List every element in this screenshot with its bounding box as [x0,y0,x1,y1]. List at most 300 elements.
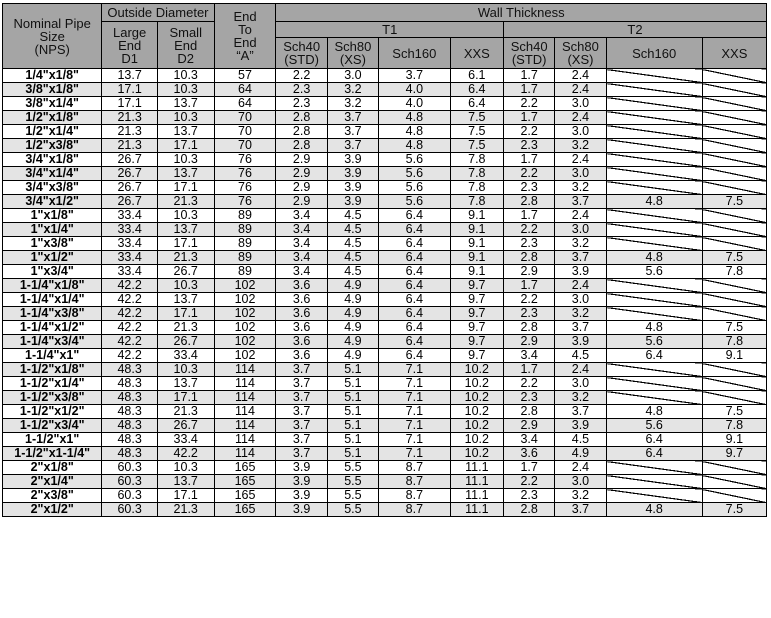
cell-small-end-d2: 13.7 [157,167,214,181]
cell-t2-sch80: 3.7 [555,503,606,517]
cell-t2-xxs-not-applicable [702,307,766,321]
cell-t2-sch160-not-applicable [606,489,702,503]
cell-t1-sch80: 4.5 [327,251,378,265]
cell-nps: 1-1/2"x1/2" [3,405,102,419]
cell-t1-xxs: 6.1 [450,69,503,83]
cell-t2-sch80: 3.0 [555,293,606,307]
cell-nps: 1-1/2"x3/4" [3,419,102,433]
cell-t2-xxs: 7.5 [702,503,766,517]
cell-t1-xxs: 10.2 [450,405,503,419]
cell-t1-sch80: 3.7 [327,139,378,153]
cell-t2-sch160: 4.8 [606,503,702,517]
table-row [3,433,767,447]
cell-nps: 1"x1/4" [3,223,102,237]
cell-t1-sch160: 8.7 [379,503,451,517]
header-t1-sch40 [276,38,327,69]
cell-large-end-d1: 48.3 [102,363,158,377]
header-t2-sch80-line2: (XS) [567,52,594,67]
cell-end-to-end-a: 76 [214,195,276,209]
cell-t1-sch40: 3.4 [276,237,327,251]
cell-t2-sch40: 2.2 [504,377,555,391]
table-row [3,489,767,503]
cell-t2-sch80: 2.4 [555,111,606,125]
cell-nps: 1-1/4"x3/8" [3,307,102,321]
reducer-dimension-table [2,3,767,517]
cell-small-end-d2: 33.4 [157,349,214,363]
cell-end-to-end-a: 102 [214,279,276,293]
cell-t2-sch80: 3.0 [555,125,606,139]
cell-t2-sch40: 2.2 [504,223,555,237]
cell-nps: 1-1/4"x1/4" [3,293,102,307]
header-t1-sch80-line1: Sch80 [334,39,372,54]
cell-t2-sch40: 1.7 [504,461,555,475]
cell-t2-xxs: 9.1 [702,433,766,447]
cell-small-end-d2: 26.7 [157,419,214,433]
cell-t2-sch80: 3.2 [555,489,606,503]
cell-end-to-end-a: 114 [214,405,276,419]
cell-t2-xxs-not-applicable [702,181,766,195]
header-large-end-line2: End [118,37,142,53]
cell-t2-sch160: 5.6 [606,335,702,349]
cell-small-end-d2: 10.3 [157,279,214,293]
cell-end-to-end-a: 89 [214,251,276,265]
cell-end-to-end-a: 64 [214,83,276,97]
cell-t2-sch40: 2.8 [504,321,555,335]
cell-end-to-end-a: 102 [214,307,276,321]
cell-small-end-d2: 13.7 [157,223,214,237]
cell-t2-sch40: 2.2 [504,293,555,307]
cell-t2-sch40: 2.9 [504,265,555,279]
cell-t2-xxs-not-applicable [702,111,766,125]
cell-t1-xxs: 7.8 [450,167,503,181]
cell-small-end-d2: 10.3 [157,153,214,167]
cell-end-to-end-a: 114 [214,377,276,391]
cell-t1-sch40: 3.6 [276,293,327,307]
cell-t2-xxs: 7.8 [702,265,766,279]
cell-t1-sch80: 3.2 [327,97,378,111]
cell-t1-sch160: 6.4 [379,251,451,265]
header-t1: T1 [276,22,504,38]
cell-nps: 1"x3/4" [3,265,102,279]
cell-large-end-d1: 33.4 [102,251,158,265]
table-row [3,307,767,321]
cell-t1-sch40: 2.2 [276,69,327,83]
cell-t2-xxs-not-applicable [702,293,766,307]
cell-t2-xxs: 7.5 [702,251,766,265]
header-wall-thickness: Wall Thickness [276,4,767,22]
cell-large-end-d1: 21.3 [102,139,158,153]
cell-t1-sch80: 3.9 [327,167,378,181]
cell-large-end-d1: 42.2 [102,293,158,307]
cell-t1-sch160: 6.4 [379,237,451,251]
cell-t2-sch80: 3.0 [555,97,606,111]
table-row [3,237,767,251]
cell-t1-sch40: 3.6 [276,307,327,321]
cell-t1-xxs: 9.1 [450,265,503,279]
cell-large-end-d1: 17.1 [102,83,158,97]
cell-nps: 3/8"x1/4" [3,97,102,111]
cell-t1-sch160: 5.6 [379,195,451,209]
cell-t2-sch40: 1.7 [504,153,555,167]
cell-end-to-end-a: 89 [214,209,276,223]
cell-t1-sch40: 3.9 [276,503,327,517]
cell-large-end-d1: 21.3 [102,125,158,139]
cell-t2-sch160-not-applicable [606,181,702,195]
cell-t2-sch80: 3.7 [555,405,606,419]
cell-end-to-end-a: 89 [214,265,276,279]
cell-t2-sch160-not-applicable [606,97,702,111]
header-t2-sch40-line2: (STD) [511,52,547,67]
cell-t2-sch80: 3.7 [555,321,606,335]
cell-large-end-d1: 48.3 [102,433,158,447]
cell-t1-xxs: 9.7 [450,293,503,307]
cell-t2-sch160-not-applicable [606,223,702,237]
cell-end-to-end-a: 102 [214,349,276,363]
header-nps-line1: Nominal Pipe [13,15,91,31]
cell-nps: 3/8"x1/8" [3,83,102,97]
cell-t1-sch160: 5.6 [379,167,451,181]
cell-t2-sch40: 1.7 [504,279,555,293]
cell-nps: 1-1/2"x1" [3,433,102,447]
cell-t1-sch160: 7.1 [379,433,451,447]
cell-t1-sch160: 7.1 [379,363,451,377]
cell-t1-sch40: 3.9 [276,461,327,475]
cell-nps: 3/4"x1/2" [3,195,102,209]
cell-t1-sch40: 3.4 [276,265,327,279]
cell-t1-sch80: 3.2 [327,83,378,97]
cell-t1-sch160: 6.4 [379,293,451,307]
cell-t1-sch40: 3.7 [276,419,327,433]
cell-t1-sch80: 4.5 [327,209,378,223]
header-t2-xxs: XXS [702,38,766,69]
cell-t1-xxs: 11.1 [450,461,503,475]
cell-large-end-d1: 48.3 [102,447,158,461]
cell-end-to-end-a: 76 [214,153,276,167]
cell-end-to-end-a: 114 [214,433,276,447]
cell-end-to-end-a: 102 [214,293,276,307]
cell-t2-xxs-not-applicable [702,237,766,251]
header-t2-sch80-line1: Sch80 [562,39,599,54]
table-row [3,139,767,153]
cell-small-end-d2: 26.7 [157,265,214,279]
cell-large-end-d1: 42.2 [102,335,158,349]
cell-small-end-d2: 10.3 [157,111,214,125]
header-small-end-line3: D2 [177,50,195,66]
cell-t2-sch40: 2.2 [504,475,555,489]
cell-small-end-d2: 21.3 [157,503,214,517]
cell-t1-sch80: 4.9 [327,349,378,363]
cell-t1-xxs: 9.1 [450,237,503,251]
cell-end-to-end-a: 76 [214,181,276,195]
cell-t2-sch40: 3.6 [504,447,555,461]
cell-t1-sch160: 4.8 [379,111,451,125]
cell-t2-sch40: 2.2 [504,97,555,111]
cell-large-end-d1: 48.3 [102,377,158,391]
cell-small-end-d2: 21.3 [157,321,214,335]
cell-end-to-end-a: 76 [214,167,276,181]
cell-end-to-end-a: 114 [214,363,276,377]
cell-nps: 1/2"x1/8" [3,111,102,125]
cell-t2-sch40: 2.8 [504,503,555,517]
cell-small-end-d2: 17.1 [157,139,214,153]
cell-large-end-d1: 33.4 [102,265,158,279]
cell-nps: 1-1/2"x1-1/4" [3,447,102,461]
cell-small-end-d2: 33.4 [157,433,214,447]
cell-t2-sch160-not-applicable [606,139,702,153]
table-row [3,377,767,391]
cell-t1-sch160: 6.4 [379,223,451,237]
cell-t1-sch40: 3.6 [276,349,327,363]
table-row [3,223,767,237]
cell-t1-sch80: 4.9 [327,279,378,293]
cell-nps: 2"x3/8" [3,489,102,503]
cell-nps: 1-1/4"x3/4" [3,335,102,349]
cell-t2-sch40: 2.3 [504,489,555,503]
header-large-end-line1: Large [113,24,147,40]
cell-large-end-d1: 33.4 [102,209,158,223]
cell-t2-sch160-not-applicable [606,153,702,167]
cell-t2-sch160-not-applicable [606,391,702,405]
header-t1-xxs: XXS [450,38,503,69]
cell-end-to-end-a: 114 [214,447,276,461]
cell-t1-sch80: 5.5 [327,489,378,503]
table-row [3,153,767,167]
cell-large-end-d1: 13.7 [102,69,158,83]
table-row [3,475,767,489]
cell-end-to-end-a: 64 [214,97,276,111]
cell-t1-sch80: 3.9 [327,153,378,167]
cell-t2-xxs-not-applicable [702,125,766,139]
cell-t1-xxs: 9.1 [450,251,503,265]
cell-nps: 1"x3/8" [3,237,102,251]
cell-t2-sch160-not-applicable [606,237,702,251]
cell-t2-sch160-not-applicable [606,279,702,293]
cell-nps: 2"x1/2" [3,503,102,517]
cell-large-end-d1: 26.7 [102,167,158,181]
cell-t2-sch40: 2.2 [504,167,555,181]
cell-t1-xxs: 6.4 [450,83,503,97]
cell-t1-sch80: 5.5 [327,475,378,489]
cell-t2-sch80: 3.0 [555,475,606,489]
cell-t2-sch160: 4.8 [606,321,702,335]
cell-small-end-d2: 10.3 [157,209,214,223]
cell-nps: 2"x1/8" [3,461,102,475]
cell-t2-sch40: 1.7 [504,363,555,377]
cell-t1-sch160: 6.4 [379,335,451,349]
cell-t1-sch80: 5.5 [327,503,378,517]
header-t1-sch40-line1: Sch40 [283,39,321,54]
cell-t1-xxs: 11.1 [450,489,503,503]
cell-t2-sch80: 4.9 [555,447,606,461]
cell-t2-xxs-not-applicable [702,279,766,293]
cell-large-end-d1: 60.3 [102,475,158,489]
cell-t2-xxs: 7.8 [702,335,766,349]
table-row [3,461,767,475]
cell-t2-xxs-not-applicable [702,475,766,489]
cell-t1-xxs: 10.2 [450,433,503,447]
cell-end-to-end-a: 70 [214,125,276,139]
cell-t2-sch80: 3.7 [555,195,606,209]
cell-t1-sch40: 3.6 [276,335,327,349]
header-t2-sch160: Sch160 [606,38,702,69]
cell-t2-sch40: 2.3 [504,391,555,405]
cell-t1-sch40: 2.8 [276,111,327,125]
cell-small-end-d2: 13.7 [157,125,214,139]
cell-t1-xxs: 10.2 [450,391,503,405]
cell-small-end-d2: 42.2 [157,447,214,461]
cell-t1-sch80: 3.7 [327,125,378,139]
cell-t1-sch80: 5.1 [327,419,378,433]
cell-t2-sch160-not-applicable [606,69,702,83]
cell-small-end-d2: 13.7 [157,377,214,391]
cell-t2-xxs: 7.5 [702,195,766,209]
cell-t1-sch160: 6.4 [379,349,451,363]
cell-end-to-end-a: 89 [214,237,276,251]
cell-t1-xxs: 9.7 [450,279,503,293]
cell-t2-sch160-not-applicable [606,167,702,181]
cell-t1-sch40: 3.4 [276,209,327,223]
cell-t2-sch80: 3.0 [555,223,606,237]
cell-nps: 1/2"x3/8" [3,139,102,153]
cell-t2-sch40: 2.2 [504,125,555,139]
table-row [3,363,767,377]
cell-large-end-d1: 17.1 [102,97,158,111]
cell-large-end-d1: 60.3 [102,489,158,503]
cell-t1-sch40: 2.9 [276,153,327,167]
header-large-end-line3: D1 [121,50,138,66]
cell-small-end-d2: 17.1 [157,181,214,195]
cell-t1-sch40: 3.7 [276,363,327,377]
cell-small-end-d2: 13.7 [157,97,214,111]
cell-t2-sch160: 6.4 [606,349,702,363]
cell-t2-sch80: 3.2 [555,139,606,153]
cell-t1-sch40: 2.8 [276,125,327,139]
cell-large-end-d1: 21.3 [102,111,158,125]
table-row [3,279,767,293]
cell-t1-xxs: 9.7 [450,335,503,349]
table-row [3,69,767,83]
table-row [3,265,767,279]
cell-t1-sch80: 4.5 [327,237,378,251]
cell-small-end-d2: 10.3 [157,363,214,377]
cell-t1-sch80: 5.5 [327,461,378,475]
cell-t2-sch80: 2.4 [555,69,606,83]
cell-large-end-d1: 48.3 [102,419,158,433]
cell-t1-sch40: 2.3 [276,97,327,111]
cell-t2-sch160-not-applicable [606,461,702,475]
header-outside-diameter: Outside Diameter [102,4,214,22]
cell-end-to-end-a: 165 [214,503,276,517]
table-row [3,209,767,223]
table-row [3,503,767,517]
cell-small-end-d2: 17.1 [157,237,214,251]
cell-nps: 3/4"x1/4" [3,167,102,181]
cell-end-to-end-a: 114 [214,419,276,433]
cell-t2-xxs-not-applicable [702,153,766,167]
cell-nps: 1"x1/8" [3,209,102,223]
table-row [3,251,767,265]
cell-t1-sch80: 5.1 [327,433,378,447]
cell-t2-sch160: 4.8 [606,405,702,419]
cell-t2-sch80: 3.2 [555,391,606,405]
cell-t1-sch40: 3.7 [276,405,327,419]
cell-end-to-end-a: 165 [214,489,276,503]
cell-small-end-d2: 10.3 [157,83,214,97]
table-row [3,447,767,461]
cell-t1-sch80: 5.1 [327,363,378,377]
cell-large-end-d1: 60.3 [102,461,158,475]
cell-large-end-d1: 60.3 [102,503,158,517]
cell-large-end-d1: 26.7 [102,181,158,195]
cell-t2-sch40: 2.3 [504,307,555,321]
cell-t1-xxs: 11.1 [450,475,503,489]
cell-t1-sch160: 8.7 [379,461,451,475]
cell-nps: 1-1/4"x1/8" [3,279,102,293]
table-row [3,405,767,419]
table-row [3,195,767,209]
cell-t2-xxs-not-applicable [702,97,766,111]
cell-t1-sch40: 2.3 [276,83,327,97]
cell-large-end-d1: 42.2 [102,279,158,293]
header-t2-sch40 [504,38,555,69]
cell-large-end-d1: 26.7 [102,153,158,167]
cell-t1-sch80: 4.5 [327,223,378,237]
cell-small-end-d2: 10.3 [157,461,214,475]
cell-t2-sch160: 6.4 [606,433,702,447]
header-small-end-line2: End [174,37,198,53]
cell-t2-sch80: 4.5 [555,349,606,363]
cell-t2-xxs-not-applicable [702,167,766,181]
cell-large-end-d1: 48.3 [102,391,158,405]
cell-t1-sch80: 4.9 [327,307,378,321]
cell-t2-xxs: 9.7 [702,447,766,461]
cell-t2-sch160-not-applicable [606,83,702,97]
cell-end-to-end-a: 70 [214,139,276,153]
cell-t2-sch40: 2.8 [504,195,555,209]
cell-t2-sch80: 3.2 [555,307,606,321]
cell-t1-xxs: 6.4 [450,97,503,111]
cell-t1-sch160: 6.4 [379,279,451,293]
cell-t1-xxs: 7.5 [450,125,503,139]
cell-t2-sch40: 2.9 [504,335,555,349]
cell-t1-sch160: 7.1 [379,419,451,433]
cell-t1-sch80: 3.0 [327,69,378,83]
cell-small-end-d2: 10.3 [157,69,214,83]
cell-t1-sch160: 3.7 [379,69,451,83]
table-row [3,167,767,181]
cell-t2-sch160: 6.4 [606,447,702,461]
header-nps-line2: Size [39,28,65,44]
cell-t2-sch160-not-applicable [606,209,702,223]
cell-large-end-d1: 33.4 [102,237,158,251]
cell-end-to-end-a: 89 [214,223,276,237]
header-t1-sch40-line2: (STD) [284,52,319,67]
cell-t2-sch80: 2.4 [555,153,606,167]
cell-t1-sch160: 8.7 [379,475,451,489]
cell-t1-sch40: 3.6 [276,279,327,293]
cell-nps: 1/4"x1/8" [3,69,102,83]
header-t2-sch80 [555,38,606,69]
cell-t1-xxs: 9.7 [450,349,503,363]
cell-t1-sch40: 2.9 [276,195,327,209]
cell-t2-sch160-not-applicable [606,307,702,321]
cell-t2-sch40: 2.9 [504,419,555,433]
cell-t2-xxs-not-applicable [702,139,766,153]
cell-nps: 1-1/4"x1" [3,349,102,363]
cell-t2-sch160-not-applicable [606,377,702,391]
cell-t2-sch80: 4.5 [555,433,606,447]
table-row [3,125,767,139]
